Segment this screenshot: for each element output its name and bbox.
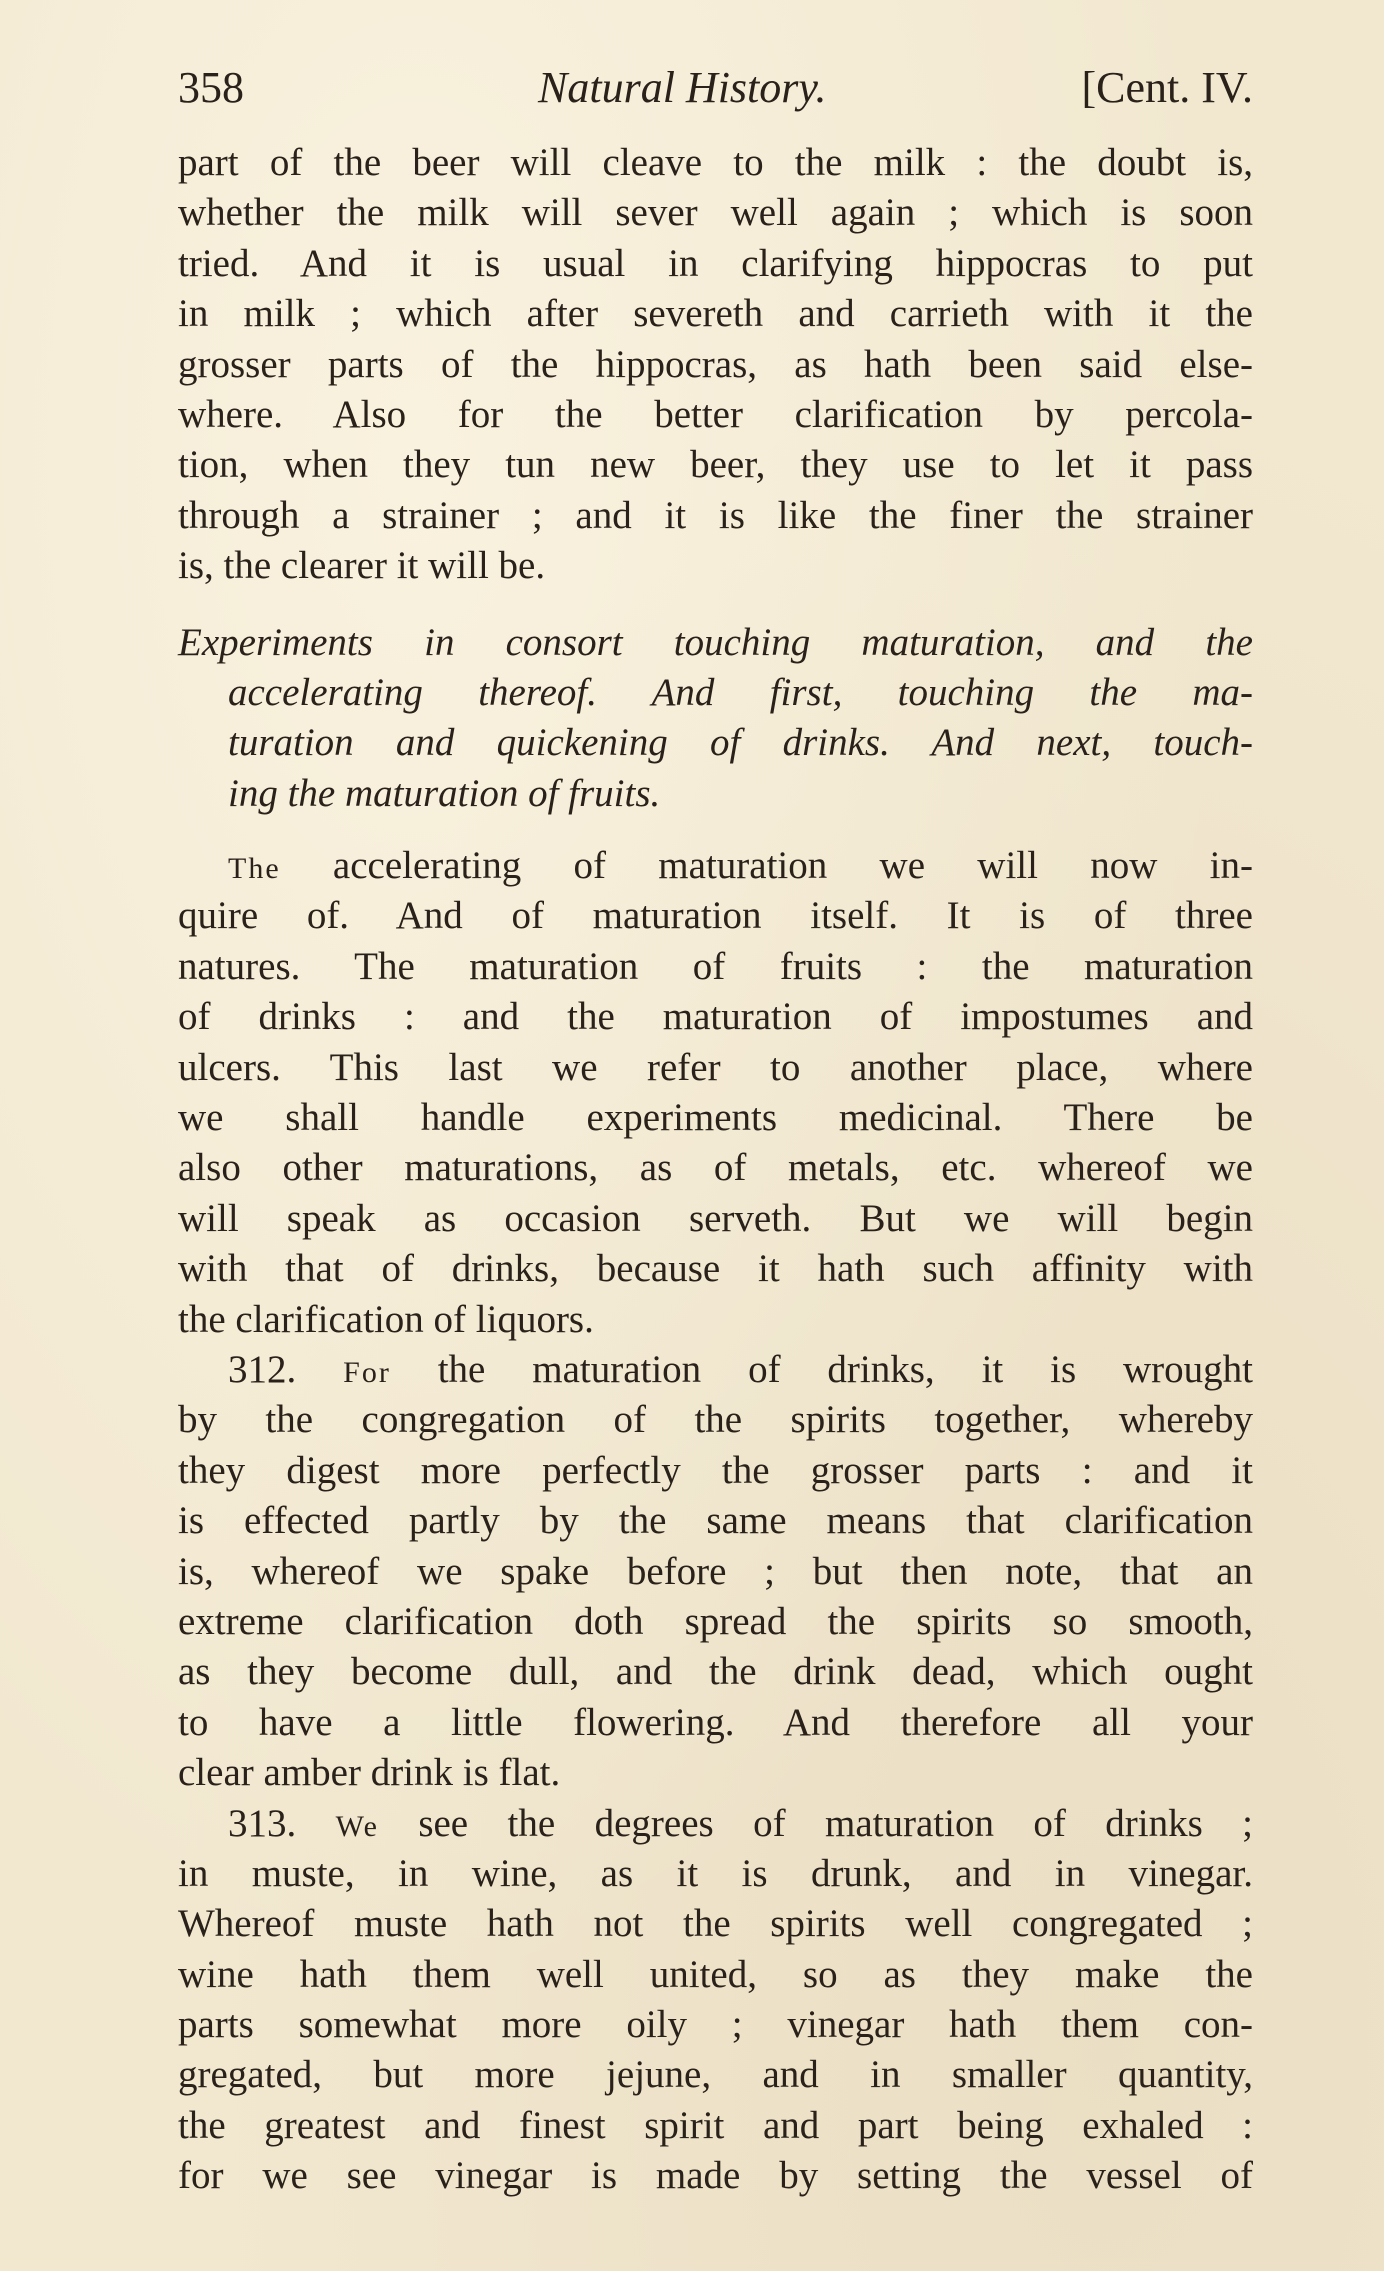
heading-line: ing the maturation of fruits.: [228, 771, 661, 815]
text-line: in milk ; which after severeth and carrieth with it the: [178, 292, 1253, 336]
text-line: extreme clarification doth spread the spirits so smooth,: [178, 1599, 1253, 1643]
text-line: as they become dull, and the drink dead, which ought: [178, 1650, 1253, 1694]
text-line: tion, when they tun new beer, they use to let it pass: [178, 443, 1253, 487]
text-line: the greatest and finest spirit and part being exhaled :: [178, 2103, 1253, 2147]
text-line: whether the milk will sever well again ; which is soon: [178, 191, 1253, 235]
paragraph-312: [178, 1345, 1253, 1799]
heading-line: accelerating thereof. And first, touching the ma-: [228, 670, 1253, 714]
line-text: see the degrees of maturation of drinks ;: [378, 1801, 1254, 1845]
heading-line: Experiments in consort touching maturation, and the: [178, 620, 1253, 664]
text-line: natures. The maturation of fruits : the maturation: [178, 944, 1253, 988]
paragraph-313: [178, 1799, 1253, 2202]
text-line: clear amber drink is flat.: [178, 1751, 561, 1795]
line-text: accelerating of maturation we will now in-: [280, 844, 1253, 888]
paragraph-number: 312.: [228, 1347, 297, 1391]
body-text: [178, 138, 1253, 2202]
paragraph-continuation: [178, 138, 1253, 592]
text-line: grosser parts of the hippocras, as hath been said else-: [178, 342, 1253, 386]
section-heading: [178, 618, 1253, 820]
small-caps-lead: For: [343, 1355, 391, 1389]
text-line: part of the beer will cleave to the milk : the doubt is,: [178, 141, 1253, 184]
heading-line: turation and quickening of drinks. And next, touch-: [228, 721, 1253, 765]
text-line: also other maturations, as of metals, etc. whereof we: [178, 1146, 1253, 1190]
text-line: we shall handle experiments medicinal. There be: [178, 1096, 1253, 1140]
text-line: [178, 1799, 1253, 1849]
running-title: Natural History.: [538, 63, 827, 112]
text-line: through a strainer ; and it is like the finer the strainer: [178, 493, 1253, 537]
text-line: wine hath them well united, so as they make the: [178, 1952, 1253, 1996]
text-line: [178, 1345, 1253, 1395]
text-line: to have a little flowering. And therefore all your: [178, 1700, 1253, 1744]
text-line: is, whereof we spake before ; but then note, that an: [178, 1549, 1253, 1593]
section-label: [Cent. IV.: [1081, 63, 1253, 112]
text-line: parts somewhat more oily ; vinegar hath them con-: [178, 2003, 1253, 2047]
line-text: the maturation of drinks, it is wrought: [390, 1347, 1253, 1391]
text-line: they digest more perfectly the grosser parts : and it: [178, 1448, 1253, 1492]
small-caps-lead: The: [228, 852, 281, 886]
text-line: with that of drinks, because it hath such affinity with: [178, 1247, 1253, 1291]
text-line: tried. And it is usual in clarifying hippocras to put: [178, 241, 1253, 285]
page-number: 358: [178, 63, 244, 112]
text-line: is, the clearer it will be.: [178, 544, 546, 588]
small-caps-lead: We: [335, 1809, 379, 1843]
text-line: the clarification of liquors.: [178, 1297, 594, 1341]
text-line: for we see vinegar is made by setting the vessel of: [178, 2154, 1253, 2198]
text-line: Whereof muste hath not the spirits well congregated ;: [178, 1902, 1253, 1946]
text-line: ulcers. This last we refer to another place, where: [178, 1045, 1253, 1089]
running-header: [178, 58, 1253, 118]
text-line: is effected partly by the same means that clarification: [178, 1499, 1253, 1543]
paragraph-number: 313.: [228, 1801, 297, 1845]
text-line: in muste, in wine, as it is drunk, and in vinegar.: [178, 1851, 1253, 1895]
text-line: will speak as occasion serveth. But we will begin: [178, 1196, 1253, 1240]
text-line: by the congregation of the spirits together, whereby: [178, 1398, 1253, 1442]
text-line: quire of. And of maturation itself. It is of three: [178, 894, 1253, 938]
text-line: gregated, but more jejune, and in smaller quantity,: [178, 2053, 1253, 2097]
paragraph-maturation-intro: [178, 841, 1253, 1345]
text-line: where. Also for the better clarification by percola-: [178, 392, 1253, 436]
text-line: [178, 841, 1253, 891]
text-line: of drinks : and the maturation of impostumes and: [178, 995, 1253, 1039]
